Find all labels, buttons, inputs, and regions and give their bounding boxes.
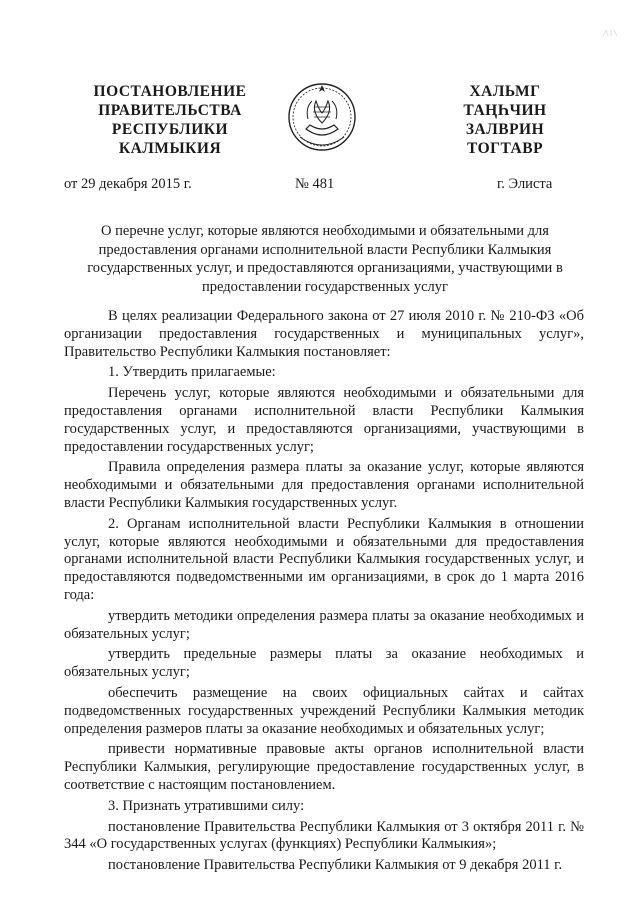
header-left-title <box>70 82 270 158</box>
document-title <box>70 222 580 296</box>
header-right-line: ЗАЛВРИН <box>465 121 545 138</box>
kalmykia-coat-of-arms-icon <box>286 77 358 157</box>
header-left-line: РЕСПУБЛИКИ <box>111 121 229 138</box>
document-date: от 29 декабря 2015 г. <box>64 176 192 192</box>
title-line: предоставления органами исполнительной власти Республики Калмыкия <box>98 241 552 258</box>
header-right-line: ТАҢҺЧИН <box>463 102 547 119</box>
paragraph-publish-methods: обеспечить размещение на своих официальных сайтах и сайтах подведомственных государственных учреждений Республики Калмыкия методик определения размеров платы за оказание необходимых и обязательных услуг; <box>64 684 584 737</box>
title-line: предоставлении государственных услуг <box>202 278 448 295</box>
paragraph-list-of-services: Перечень услуг, которые являются необходимыми и обязательными для предоставления органами исполнительной власти Республики Калмыкия государственных услуг, и предоставляются организациями, участвующими в предоставлении государственных услуг; <box>64 385 584 455</box>
paragraph-fee-rules: Правила определения размера платы за оказание услуг, которые являются необходимыми и обязательными для предоставления органами исполнительной власти Республики Калмыкия государственных услуг. <box>64 459 584 511</box>
paragraph-item-3: 3. Признать утратившими силу: <box>108 797 305 814</box>
paragraph-preamble: В целях реализации Федерального закона от 27 июля 2010 г. № 210-ФЗ «Об организации предоставления государственных и муниципальных услуг», Правительство Республики Калмыкия постановляет: <box>64 308 584 360</box>
header-right-line: ХАЛЬМГ <box>469 83 541 100</box>
paragraph-approve-methods: утвердить методики определения размера платы за оказание необходимых и обязательных услуг; <box>64 607 584 642</box>
header-left-line: ПРАВИТЕЛЬСТВА <box>98 102 242 119</box>
title-line: государственных услуг, и предоставляются организациями, участвующими в <box>87 260 563 276</box>
header-left-line: ПОСТАНОВЛЕНИЕ <box>93 83 247 100</box>
header-right-line: ТОГТАВР <box>466 140 544 157</box>
header-right-title <box>440 82 570 158</box>
paragraph-repeal-344: постановление Правительства Республики Калмыкия от 3 октября 2011 г. № 344 «О государственных услугах (функциях) Республики Калмыкия»; <box>64 818 584 853</box>
document-number: № 481 <box>295 176 335 192</box>
paragraph-repeal-dec-2011: постановление Правительства Республики Калмыкия от 9 декабря 2011 г. <box>108 857 563 874</box>
header-left-line: КАЛМЫКИЯ <box>118 140 222 157</box>
paragraph-item-1: 1. Утвердить прилагаемые: <box>108 364 276 381</box>
paragraph-item-2: 2. Органам исполнительной власти Республики Калмыкия в отношении услуг, которые являются необходимыми и обязательными для предоставления органами исполнительной власти Республики Калмыкия государственных услуг, и предоставляются подведомственными им организациями, в срок до 1 марта 2016 года: <box>64 515 584 603</box>
paragraph-approve-limits: утвердить предельные размеры платы за оказание необходимых и обязательных услуг; <box>64 646 584 681</box>
paragraph-bring-acts: привести нормативные правовые акты органов исполнительной власти Республики Калмыкия, регулирующие предоставление государственных услуг, в соответствие с настоящим постановлением. <box>64 741 584 793</box>
document-city: г. Элиста <box>497 176 553 192</box>
document-body <box>64 308 584 878</box>
scan-mark-icon <box>602 28 618 38</box>
title-line: О перечне услуг, которые являются необходимыми и обязательными для <box>101 223 549 239</box>
